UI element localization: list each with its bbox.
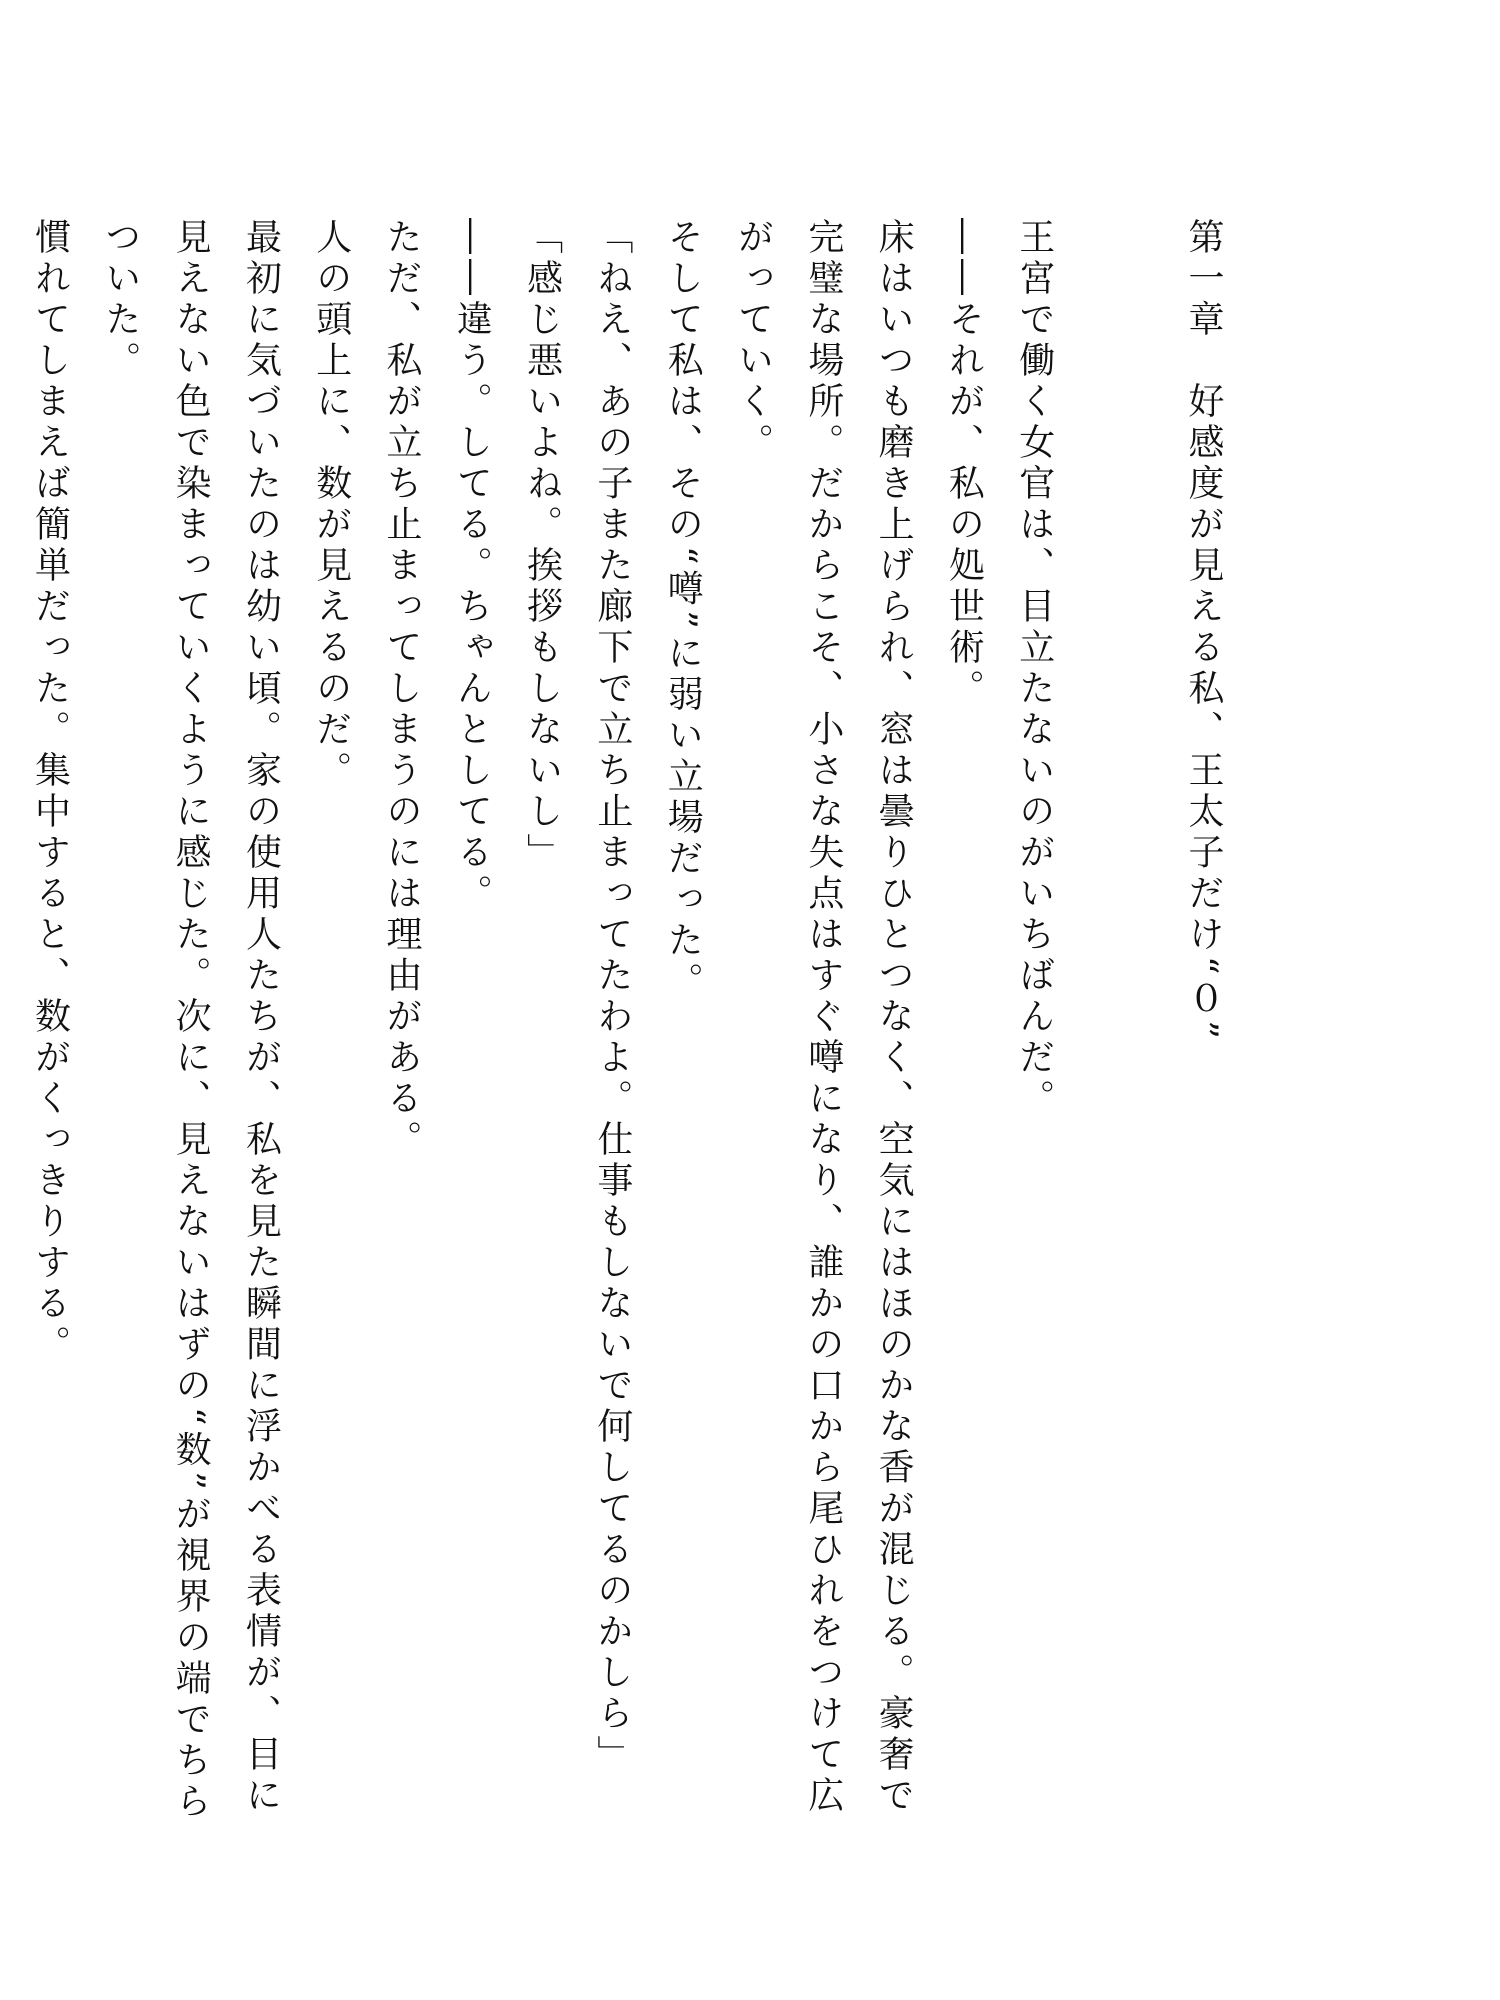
paragraph: 「感じ悪いよね。挨拶もしないし」 xyxy=(521,218,563,874)
paragraph: 最初に気づいたのは幼い頃。家の使用人たちが、私を見た瞬間に浮かべる表情が、目に見えない色で染まっていくように感じた。次に、見えないはずの“数”が視界の端でちらついた。 xyxy=(99,218,282,1823)
paragraph: 「ねえ、あの子また廊下で立ち止まってたわよ。仕事もしないで何してるのかしら」 xyxy=(591,218,633,1776)
paragraph: 人の頭上に、数が見えるのだ。 xyxy=(310,218,352,792)
vertical-text-body xyxy=(29,218,1238,1838)
paragraph: ――それが、私の処世術。 xyxy=(943,218,985,710)
chapter-title: 第一章 好感度が見える私、王太子だけ“０” xyxy=(1183,218,1224,1044)
paragraph: そして私は、その“噂”に弱い立場だった。 xyxy=(662,218,704,1003)
paragraph: ――違う。してる。ちゃんとしてる。 xyxy=(451,218,493,915)
paragraph: 床はいつも磨き上げられ、窓は曇りひとつなく、空気にはほのかな香が混じる。豪奢で完璧な場所。だからこそ、小さな失点はすぐ噂になり、誰かの口から尾ひれをつけて広がっていく。 xyxy=(732,218,915,1817)
paragraph: ただ、私が立ち止まってしまうのには理由がある。 xyxy=(381,218,423,1161)
paragraph: 王宮で働く女官は、目立たないのがいちばんだ。 xyxy=(1013,218,1055,1120)
paragraph: 慣れてしまえば簡単だった。集中すると、数がくっきりする。 xyxy=(29,218,71,1366)
